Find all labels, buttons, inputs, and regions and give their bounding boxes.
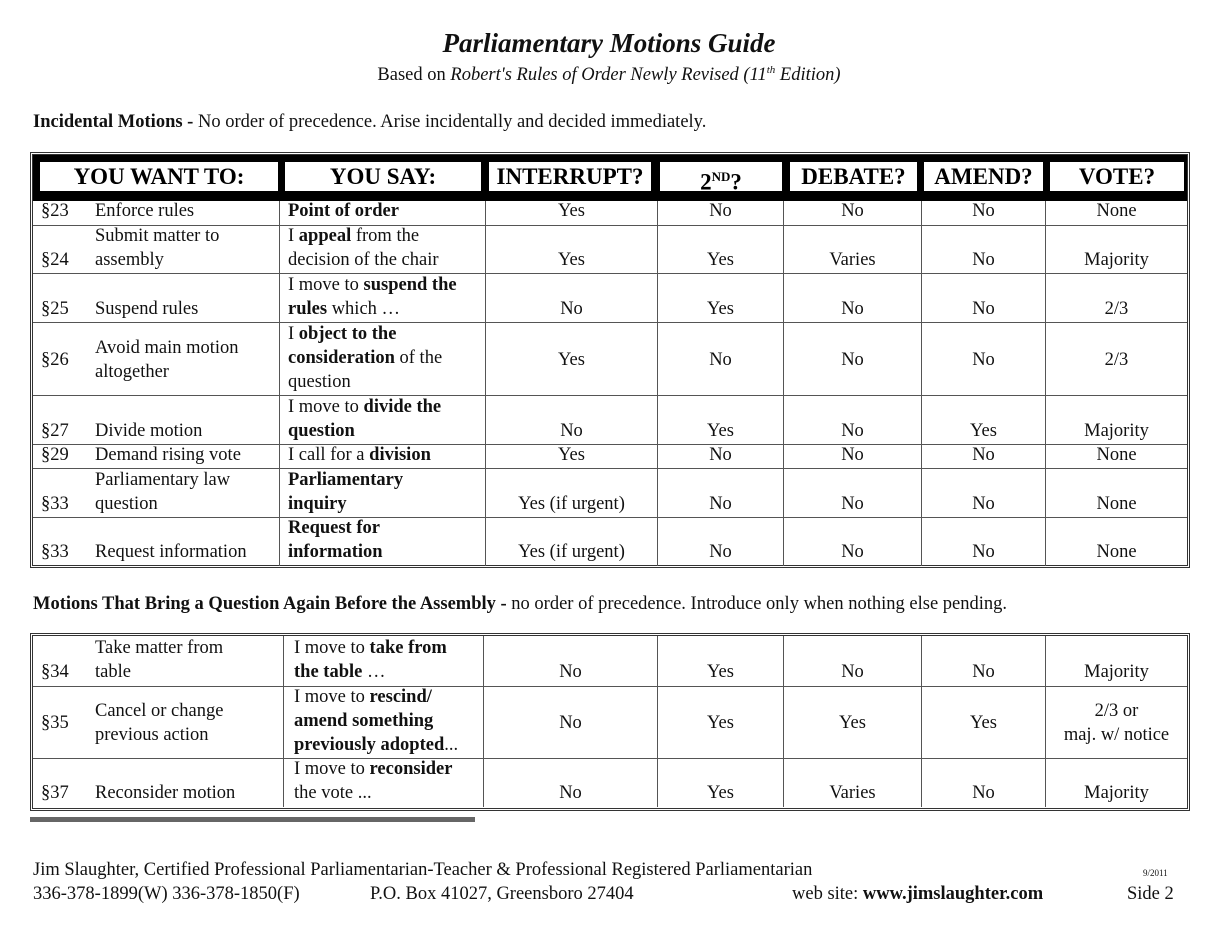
cell-say <box>279 445 485 469</box>
cell-amend <box>921 759 1045 807</box>
want-text: Reconsider motion <box>95 783 236 803</box>
section-number: §26 <box>41 349 69 370</box>
footer-date: 9/2011 <box>1143 868 1168 878</box>
cell-say <box>283 687 483 759</box>
footer-address: P.O. Box 41027, Greensboro 27404 <box>370 884 634 904</box>
cell-interrupt <box>485 274 657 323</box>
say-text: Parliamentary inquiry <box>288 470 404 514</box>
cell-motion <box>33 274 279 323</box>
cell-motion <box>33 759 283 807</box>
amend-value: No <box>972 445 995 465</box>
cell-say <box>279 226 485 274</box>
cell-second <box>657 518 783 566</box>
say-text: I move to divide the question <box>288 397 442 441</box>
cell-amend <box>921 226 1045 274</box>
cell-second <box>657 687 783 759</box>
second-value: Yes <box>707 662 734 682</box>
table-row <box>33 395 1187 445</box>
interrupt-value: Yes (if urgent) <box>518 494 625 514</box>
cell-amend <box>921 518 1045 566</box>
interrupt-value: No <box>560 299 583 319</box>
cell-say <box>279 469 485 518</box>
footer-phones: 336-378-1899(W) 336-378-1850(F) <box>33 884 300 904</box>
debate-value: No <box>841 201 864 221</box>
cell-debate <box>783 396 921 445</box>
second-value: Yes <box>707 713 734 733</box>
col-want: YOU WANT TO: <box>40 162 278 191</box>
col-amend: AMEND? <box>924 162 1043 191</box>
vote-value: None <box>1096 445 1137 465</box>
cell-second <box>657 469 783 518</box>
interrupt-value: Yes <box>558 349 585 370</box>
section-number: §23 <box>41 201 69 221</box>
vote-value: None <box>1096 494 1137 514</box>
cell-amend <box>921 469 1045 518</box>
amend-value: No <box>972 542 995 562</box>
second-value: Yes <box>707 421 734 441</box>
footer-web-url[interactable]: www.jimslaughter.com <box>862 884 1044 904</box>
vote-value: Majority <box>1084 250 1149 270</box>
incidental-heading-text: No order of precedence. Arise incidentally and decided immediately. <box>193 112 707 132</box>
table-row <box>33 201 1187 225</box>
footer-rule <box>30 817 475 822</box>
say-text: I move to suspend the rules which … <box>288 275 457 319</box>
section-number: §35 <box>41 713 69 733</box>
cell-debate <box>783 226 921 274</box>
table-row <box>33 686 1187 759</box>
second-value: No <box>709 201 732 221</box>
amend-value: No <box>972 250 995 270</box>
subtitle-sup: th <box>766 64 776 76</box>
table-row <box>33 517 1187 566</box>
cell-vote <box>1045 636 1187 686</box>
cell-amend <box>921 323 1045 396</box>
cell-say <box>279 201 485 225</box>
page-subtitle <box>0 64 1218 86</box>
section-number: §27 <box>41 421 69 441</box>
say-text: I move to rescind/ amend something previously adopted... <box>294 687 459 755</box>
table-row <box>33 758 1187 807</box>
interrupt-value: No <box>559 662 582 682</box>
cell-debate <box>783 518 921 566</box>
cell-motion <box>33 636 283 686</box>
want-text: Submit matter to assembly <box>95 226 220 270</box>
say-text: I call for a division <box>288 445 431 465</box>
cell-interrupt <box>485 201 657 225</box>
cell-debate <box>783 201 921 225</box>
bring-again-heading <box>33 594 1007 615</box>
footer-side: Side 2 <box>1127 884 1174 904</box>
debate-value: No <box>841 542 864 562</box>
cell-vote <box>1045 518 1187 566</box>
cell-say <box>279 518 485 566</box>
bring-again-heading-bold: Motions That Bring a Question Again Before the Assembly - <box>33 594 507 614</box>
cell-interrupt <box>485 396 657 445</box>
section-number: §37 <box>41 783 69 803</box>
debate-value: No <box>841 421 864 441</box>
interrupt-value: No <box>559 783 582 803</box>
table-row <box>33 225 1187 274</box>
cell-interrupt <box>483 687 657 759</box>
subtitle-end: Edition) <box>775 65 841 86</box>
cell-vote <box>1045 226 1187 274</box>
cell-interrupt <box>485 518 657 566</box>
debate-value: Yes <box>839 713 866 733</box>
cell-second <box>657 759 783 807</box>
want-text: Avoid main motion altogether <box>95 337 239 382</box>
amend-value: No <box>972 299 995 319</box>
cell-motion <box>33 396 279 445</box>
second-value: No <box>709 542 732 562</box>
section-number: §25 <box>41 299 69 319</box>
subtitle-prefix: Based on <box>377 65 451 86</box>
vote-value: Majority <box>1084 421 1149 441</box>
interrupt-value: Yes <box>558 250 585 270</box>
cell-vote <box>1045 274 1187 323</box>
debate-value: Varies <box>829 250 876 270</box>
second-value: Yes <box>707 783 734 803</box>
cell-amend <box>921 636 1045 686</box>
col-second-pre: 2 <box>700 169 712 195</box>
cell-amend <box>921 396 1045 445</box>
cell-amend <box>921 201 1045 225</box>
table-row <box>33 468 1187 518</box>
section-number: §33 <box>41 542 69 562</box>
table-row <box>33 444 1187 469</box>
table-row <box>33 636 1187 686</box>
footer-web-label: web site: <box>792 884 863 904</box>
bring-again-table <box>30 633 1190 811</box>
want-text: Divide motion <box>95 421 203 441</box>
amend-value: Yes <box>970 713 997 733</box>
cell-interrupt <box>485 445 657 469</box>
cell-interrupt <box>485 226 657 274</box>
section-number: §24 <box>41 250 69 270</box>
want-text: Request information <box>95 542 247 562</box>
cell-vote <box>1045 469 1187 518</box>
amend-value: No <box>972 494 995 514</box>
col-second-post: ? <box>730 169 742 195</box>
cell-interrupt <box>483 636 657 686</box>
table-header <box>33 155 1187 201</box>
debate-value: Varies <box>829 783 876 803</box>
second-value: No <box>709 349 732 370</box>
vote-value: 2/3 <box>1104 349 1129 370</box>
cell-say <box>283 636 483 686</box>
want-text: Suspend rules <box>95 299 199 319</box>
cell-debate <box>783 323 921 396</box>
cell-debate <box>783 469 921 518</box>
section-number: §33 <box>41 494 69 514</box>
say-text: I object to the consideration of the question <box>288 324 443 392</box>
cell-second <box>657 396 783 445</box>
debate-value: No <box>841 445 864 465</box>
cell-vote <box>1045 445 1187 469</box>
cell-amend <box>921 687 1045 759</box>
say-text: Request for information <box>288 518 383 562</box>
say-text: I appeal from the decision of the chair <box>288 226 439 270</box>
table-row <box>33 273 1187 323</box>
cell-second <box>657 445 783 469</box>
vote-value: None <box>1096 201 1137 221</box>
vote-value: 2/3 <box>1104 299 1129 319</box>
cell-debate <box>783 445 921 469</box>
vote-value: Majority <box>1084 662 1149 682</box>
second-value: No <box>709 445 732 465</box>
col-second-sup: ND <box>711 169 731 184</box>
col-say: YOU SAY: <box>285 162 481 191</box>
cell-interrupt <box>485 323 657 396</box>
interrupt-value: Yes <box>558 201 585 221</box>
cell-second <box>657 636 783 686</box>
cell-motion <box>33 201 279 225</box>
section-number: §34 <box>41 662 69 682</box>
amend-value: No <box>972 662 995 682</box>
second-value: Yes <box>707 250 734 270</box>
amend-value: Yes <box>970 421 997 441</box>
cell-debate <box>783 759 921 807</box>
cell-debate <box>783 274 921 323</box>
want-text: Demand rising vote <box>95 445 241 465</box>
say-text: I move to take from the table … <box>294 638 447 682</box>
amend-value: No <box>972 783 995 803</box>
want-text: Enforce rules <box>95 201 195 221</box>
cell-debate <box>783 636 921 686</box>
vote-value: None <box>1096 542 1137 562</box>
cell-interrupt <box>485 469 657 518</box>
say-text: Point of order <box>288 201 399 221</box>
say-text: I move to reconsider the vote ... <box>294 759 453 803</box>
bring-again-heading-text: no order of precedence. Introduce only when nothing else pending. <box>506 594 1008 614</box>
debate-value: No <box>841 662 864 682</box>
cell-second <box>657 201 783 225</box>
interrupt-value: Yes <box>558 445 585 465</box>
cell-say <box>279 323 485 396</box>
cell-motion <box>33 518 279 566</box>
cell-vote <box>1045 759 1187 807</box>
second-value: No <box>709 494 732 514</box>
cell-second <box>657 226 783 274</box>
page-title: Parliamentary Motions Guide <box>442 28 776 58</box>
footer-name-line: Jim Slaughter, Certified Professional Parliamentarian-Teacher & Professional Registered Parliamentarian <box>33 860 813 880</box>
vote-value: 2/3 or maj. w/ notice <box>1063 701 1170 745</box>
vote-value: Majority <box>1084 783 1149 803</box>
cell-amend <box>921 274 1045 323</box>
want-text: Take matter from table <box>95 638 224 682</box>
debate-value: No <box>841 349 864 370</box>
interrupt-value: No <box>559 713 582 733</box>
cell-say <box>279 274 485 323</box>
cell-motion <box>33 323 279 396</box>
cell-vote <box>1045 396 1187 445</box>
cell-second <box>657 323 783 396</box>
cell-debate <box>783 687 921 759</box>
incidental-heading-bold: Incidental Motions - <box>33 112 194 132</box>
cell-motion <box>33 687 283 759</box>
interrupt-value: Yes (if urgent) <box>518 542 625 562</box>
cell-say <box>283 759 483 807</box>
cell-motion <box>33 469 279 518</box>
cell-motion <box>33 445 279 469</box>
col-debate: DEBATE? <box>790 162 917 191</box>
second-value: Yes <box>707 299 734 319</box>
want-text: Parliamentary law question <box>95 470 231 514</box>
footer-website <box>792 884 1043 905</box>
interrupt-value: No <box>560 421 583 441</box>
cell-interrupt <box>483 759 657 807</box>
incidental-heading <box>33 112 706 133</box>
cell-vote <box>1045 323 1187 396</box>
subtitle-book: Robert's Rules of Order Newly Revised (11 <box>450 65 767 86</box>
cell-vote <box>1045 687 1187 759</box>
debate-value: No <box>841 494 864 514</box>
col-interrupt: INTERRUPT? <box>489 162 651 191</box>
cell-motion <box>33 226 279 274</box>
col-second <box>660 162 782 195</box>
incidental-table <box>30 152 1190 568</box>
amend-value: No <box>972 349 995 370</box>
amend-value: No <box>972 201 995 221</box>
col-vote: VOTE? <box>1050 162 1184 191</box>
want-text: Cancel or change previous action <box>95 701 224 745</box>
cell-say <box>279 396 485 445</box>
cell-amend <box>921 445 1045 469</box>
cell-second <box>657 274 783 323</box>
cell-vote <box>1045 201 1187 225</box>
debate-value: No <box>841 299 864 319</box>
section-number: §29 <box>41 445 69 465</box>
table-row <box>33 322 1187 396</box>
